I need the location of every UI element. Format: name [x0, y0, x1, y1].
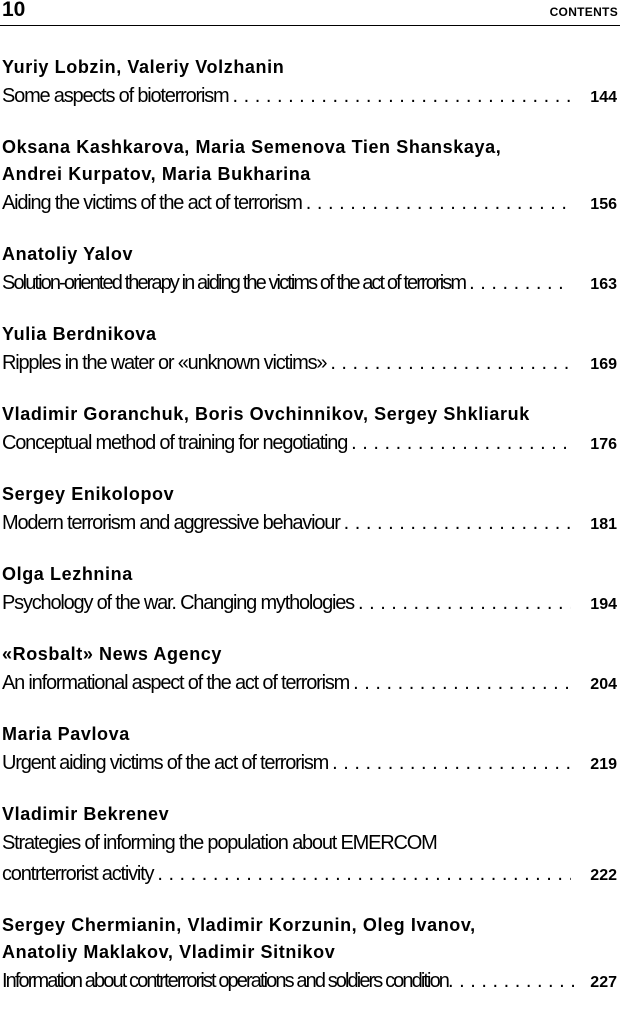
entry-title-line[interactable]: [0, 588, 620, 620]
dot-leader: [153, 859, 571, 890]
page-header: [0, 0, 620, 26]
entry-title: Some aspects of bioterrorism: [2, 85, 229, 107]
entry-title: Modern terrorism and aggressive behaviour: [2, 512, 340, 534]
toc-entry: [0, 401, 620, 460]
dot-leader: [328, 748, 571, 779]
table-of-contents: [0, 54, 620, 1019]
dot-leader: [347, 428, 571, 459]
entry-title: Strategies of informing the population about EMERCOM: [2, 832, 437, 854]
entry-authors: Olga Lezhnina: [2, 564, 133, 584]
entry-title: Conceptual method of training for negotiating: [2, 432, 348, 454]
toc-entry: [0, 134, 620, 220]
entry-title: Urgent aiding victims of the act of terrorism: [2, 752, 329, 774]
entry-authors: Maria Pavlova: [2, 724, 130, 744]
entry-authors: Vladimir Goranchuk, Boris Ovchinnikov, Sergey Shkliaruk: [2, 404, 530, 424]
dot-leader: [465, 268, 571, 299]
entry-title-line[interactable]: [0, 748, 620, 780]
toc-entry: [0, 641, 620, 700]
entry-title-line[interactable]: [0, 81, 620, 113]
entry-title: An informational aspect of the act of terrorism: [2, 672, 350, 694]
running-title: CONTENTS: [549, 5, 618, 19]
toc-entry: [0, 721, 620, 780]
toc-entry: [0, 54, 620, 113]
entry-page-number: 156: [590, 196, 617, 213]
entry-authors: Anatoliy Yalov: [2, 244, 134, 264]
entry-page-number: 144: [590, 89, 617, 106]
entry-title: contrterrorist activity: [2, 863, 154, 885]
entry-title-line[interactable]: [0, 428, 620, 460]
entry-title: Solution-oriented therapy in aiding the victims of the act of terrorism: [2, 272, 466, 294]
entry-page-number: 169: [590, 356, 617, 373]
entry-page-number: 194: [590, 596, 617, 613]
entry-authors: Sergey Enikolopov: [2, 484, 175, 504]
entry-title-line[interactable]: [0, 966, 620, 998]
dot-leader: [326, 348, 571, 379]
entry-authors: Sergey Chermianin, Vladimir Korzunin, Oleg Ivanov,: [2, 915, 476, 935]
toc-entry: [0, 481, 620, 540]
entry-authors: Andrei Kurpatov, Maria Bukharina: [2, 164, 311, 184]
entry-page-number: 181: [590, 516, 617, 533]
entry-title: Psychology of the war. Changing mythologies: [2, 592, 354, 614]
entry-title-line[interactable]: [0, 668, 620, 700]
entry-title: Aiding the victims of the act of terrorism: [2, 192, 302, 214]
toc-entry: [0, 561, 620, 620]
entry-page-number: 204: [590, 676, 617, 693]
entry-page-number: 219: [590, 756, 617, 773]
entry-title-line[interactable]: [0, 268, 620, 300]
toc-entry: [0, 241, 620, 300]
page-number: 10: [2, 0, 26, 21]
header-rule: [0, 25, 620, 26]
entry-authors: Oksana Kashkarova, Maria Semenova Tien Shanskaya,: [2, 137, 502, 157]
entry-title: Ripples in the water or «unknown victims»: [2, 352, 327, 374]
entry-title-line[interactable]: [0, 859, 620, 891]
dot-leader: [229, 81, 572, 112]
entry-page-number: 227: [590, 974, 617, 991]
dot-leader: [340, 508, 571, 539]
entry-page-number: 176: [590, 436, 617, 453]
entry-page-number: 163: [590, 276, 617, 293]
entry-authors: «Rosbalt» News Agency: [2, 644, 223, 664]
dot-leader: [349, 668, 571, 699]
entry-title-line[interactable]: [0, 828, 620, 859]
entry-authors: Vladimir Bekrenev: [2, 804, 170, 824]
entry-title-line[interactable]: [0, 348, 620, 380]
entry-authors: Anatoliy Maklakov, Vladimir Sitnikov: [2, 942, 336, 962]
toc-entry: [0, 912, 620, 998]
toc-entry: [0, 801, 620, 891]
entry-authors: Yuriy Lobzin, Valeriy Volzhanin: [2, 57, 285, 77]
dot-leader: [448, 966, 575, 997]
entry-title: Information about contrterrorist operations and soldiers condition: [2, 970, 449, 992]
dot-leader: [302, 188, 571, 219]
entry-title-line[interactable]: [0, 508, 620, 540]
entry-authors: Yulia Berdnikova: [2, 324, 157, 344]
entry-title-line[interactable]: [0, 188, 620, 220]
entry-page-number: 222: [590, 867, 617, 884]
dot-leader: [354, 588, 571, 619]
toc-entry: [0, 321, 620, 380]
